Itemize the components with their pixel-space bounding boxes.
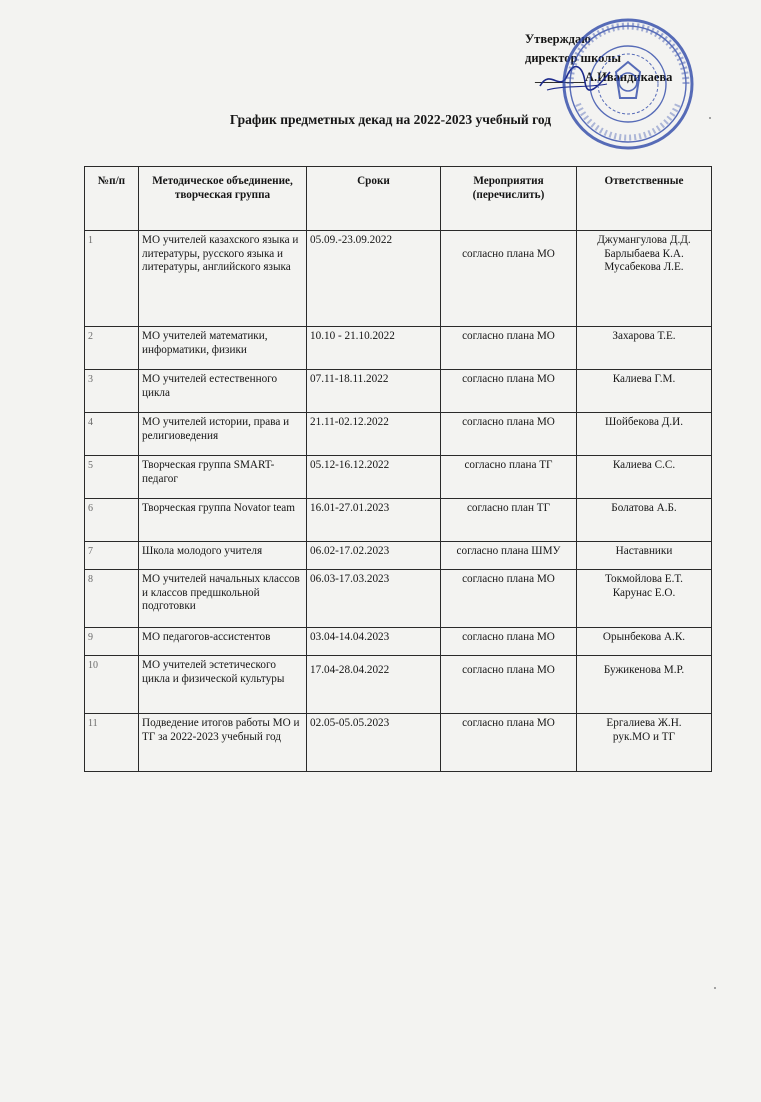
row-group: МО учителей начальных классов и классов предшкольной подготовки [139, 570, 307, 628]
row-number: 4 [85, 413, 139, 456]
row-number: 11 [85, 714, 139, 772]
row-event: согласно плана МО [441, 231, 577, 327]
row-group: МО учителей истории, права и религиоведения [139, 413, 307, 456]
row-dates: 06.02-17.02.2023 [307, 542, 441, 570]
row-number: 5 [85, 456, 139, 499]
row-event: согласно плана МО [441, 628, 577, 656]
row-dates: 03.04-14.04.2023 [307, 628, 441, 656]
row-group: Школа молодого учителя [139, 542, 307, 570]
row-responsible-text: Джумангулова Д.Д. Барлыбаева К.А. Мусабекова Л.Е. [597, 234, 691, 273]
row-group: МО учителей математики, информатики, физики [139, 327, 307, 370]
official-stamp-icon [556, 6, 696, 156]
row-dates: 17.04-28.04.2022 [307, 656, 441, 714]
table-header-row [85, 167, 712, 231]
table-row [85, 499, 712, 542]
row-group: МО учителей естественного цикла [139, 370, 307, 413]
row-event: согласно плана МО [441, 570, 577, 628]
row-number: 3 [85, 370, 139, 413]
row-responsible: Калиева С.С. [577, 456, 712, 499]
row-dates: 02.05-05.05.2023 [307, 714, 441, 772]
header-dates: Сроки [307, 167, 441, 231]
row-responsible-text: Ергалиева Ж.Н. рук.МО и ТГ [606, 717, 682, 743]
row-dates: 16.01-27.01.2023 [307, 499, 441, 542]
row-responsible [577, 231, 712, 327]
row-dates: 05.09.-23.09.2022 [307, 231, 441, 327]
row-event: согласно плана ШМУ [441, 542, 577, 570]
row-number: 7 [85, 542, 139, 570]
row-number: 6 [85, 499, 139, 542]
row-responsible [577, 714, 712, 772]
header-group: Методическое объединение, творческая группа [139, 167, 307, 231]
table-row [85, 714, 712, 772]
row-event: согласно плана МО [441, 327, 577, 370]
row-event: согласно плана ТГ [441, 456, 577, 499]
row-number: 2 [85, 327, 139, 370]
row-responsible [577, 570, 712, 628]
approval-line-position: директор школы [525, 51, 621, 65]
table-row [85, 628, 712, 656]
row-responsible: Орынбекова А.К. [577, 628, 712, 656]
document-title: График предметных декад на 2022-2023 учебный год [229, 112, 552, 127]
table-row [85, 327, 712, 370]
row-event: согласно плана МО [441, 714, 577, 772]
table-row [85, 231, 712, 327]
header-responsible: Ответственные [577, 167, 712, 231]
approval-line-name: ________А.Ивандикаева [535, 70, 673, 84]
header-number: №п/п [85, 167, 139, 231]
row-group: Творческая группа Novator team [139, 499, 307, 542]
scan-speck [714, 987, 716, 989]
row-dates: 06.03-17.03.2023 [307, 570, 441, 628]
row-group: МО педагогов-ассистентов [139, 628, 307, 656]
approval-line-approved: Утверждаю [525, 32, 591, 46]
table-row [85, 370, 712, 413]
row-event: согласно плана МО [441, 370, 577, 413]
header-events: Мероприятия (перечислить) [441, 167, 577, 231]
row-number: 1 [85, 231, 139, 327]
row-event: согласно плана МО [441, 656, 577, 714]
row-responsible: Наставники [577, 542, 712, 570]
row-event: согласно плана МО [441, 413, 577, 456]
table-row [85, 456, 712, 499]
row-number: 10 [85, 656, 139, 714]
table-row [85, 570, 712, 628]
row-dates: 07.11-18.11.2022 [307, 370, 441, 413]
row-responsible: Калиева Г.М. [577, 370, 712, 413]
row-dates: 21.11-02.12.2022 [307, 413, 441, 456]
row-group: Творческая группа SMART-педагог [139, 456, 307, 499]
table-row [85, 542, 712, 570]
row-responsible-text: Токмойлова Е.Т. Карунас Е.О. [605, 573, 683, 599]
schedule-table [84, 166, 712, 772]
row-responsible: Болатова А.Б. [577, 499, 712, 542]
row-group: Подведение итогов работы МО и ТГ за 2022-2023 учебный год [139, 714, 307, 772]
row-responsible: Захарова Т.Е. [577, 327, 712, 370]
row-number: 8 [85, 570, 139, 628]
row-number: 9 [85, 628, 139, 656]
table-row [85, 656, 712, 714]
row-dates: 05.12-16.12.2022 [307, 456, 441, 499]
table-row [85, 413, 712, 456]
scan-speck [709, 117, 711, 119]
row-dates: 10.10 - 21.10.2022 [307, 327, 441, 370]
row-event: согласно план ТГ [441, 499, 577, 542]
row-group: МО учителей эстетического цикла и физической культуры [139, 656, 307, 714]
row-responsible: Шойбекова Д.И. [577, 413, 712, 456]
row-group: МО учителей казахского языка и литературы, русского языка и литературы, английского языка [139, 231, 307, 327]
row-responsible: Бужикенова М.Р. [577, 656, 712, 714]
